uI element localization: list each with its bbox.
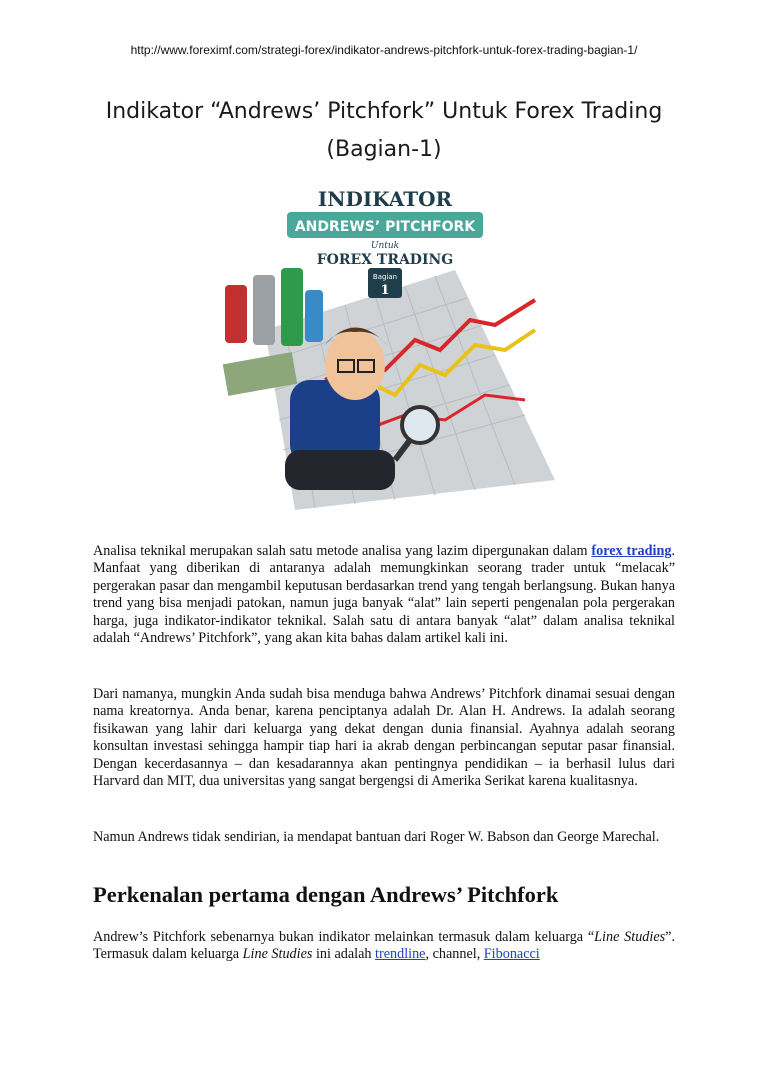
- line-studies-text-1: Andrew’s Pitchfork sebenarnya bukan indikator melainkan termasuk dalam keluarga “: [93, 929, 595, 945]
- paragraph-andrews-bio: Dari namanya, mungkin Anda sudah bisa menduga bahwa Andrews’ Pitchfork dinamai sesuai dengan nama kreatornya. Anda benar, karena penciptanya adalah Dr. Alan H. Andrews. Ia adalah seorang fisikawan yang lahir dari keluarga yang dekat dengan dunia finansial. Ayahnya adalah seorang konsultan investasi sehingga hampir tiap hari ia akrab dengan perbincangan seputar pasar finansial. Dengan kecerdasannya – dan kesadarannya akan pentingnya pendidikan – ia berhasil lulus dari Harvard dan MIT, dua universitas yang sangat bergengsi di Amerika Serikat karena kualitasnya.: [93, 686, 675, 790]
- title-line-1: Indikator “Andrews’ Pitchfork” Untuk Forex Trading: [105, 99, 663, 124]
- fibonacci-link[interactable]: Fibonacci: [483, 946, 540, 963]
- trendline-link[interactable]: trendline: [375, 946, 426, 963]
- article-title: [0, 93, 768, 169]
- forex-trading-link[interactable]: forex trading: [591, 543, 672, 559]
- banner-text-2: ANDREWS’ PITCHFORK: [294, 219, 476, 235]
- line-studies-italic-1: Line Studies: [594, 929, 666, 945]
- line-studies-text-2: ”. Termasuk dalam keluarga: [93, 929, 675, 963]
- hero-illustration-graphic: [205, 180, 565, 515]
- paragraph-line-studies: [93, 929, 675, 964]
- line-studies-text-4: , channel,: [425, 946, 484, 963]
- title-line-2: (Bagian-1): [326, 137, 442, 162]
- hero-illustration: [205, 180, 565, 515]
- source-url: http://www.foreximf.com/strategi-forex/indikator-andrews-pitchfork-untuk-forex-trading-bagian-1/: [130, 43, 638, 57]
- paragraph-intro-text-2: . Manfaat yang diberikan di antaranya adalah memungkinkan seorang trader untuk “melacak” pergerakan pasar dan mengambil keputusan berdasarkan trend yang tengah berlangsung. Bukan hanya trend yang bisa menjadi patokan, namun juga banyak “alat” lain seperti pengenalan pola pergerakan harga, juga indikator-indikator teknikal. Salah satu di antara banyak “alat” dalam analisa teknikal adalah “Andrews’ Pitchfork”, yang akan kita bahas dalam artikel kali ini.: [93, 543, 675, 647]
- line-studies-text-3: ini adalah: [312, 946, 376, 963]
- banner-text-1: INDIKATOR: [317, 187, 453, 211]
- banner-text-4: FOREX TRADING: [316, 252, 454, 268]
- magnifier-icon: [402, 407, 438, 443]
- paragraph-intro-text-1: Analisa teknikal merupakan salah satu metode analisa yang lazim dipergunakan dalam: [93, 543, 592, 559]
- line-studies-italic-2: Line Studies: [242, 946, 313, 963]
- poker-chips: [225, 268, 323, 346]
- section-heading: Perkenalan pertama dengan Andrews’ Pitchfork: [93, 882, 559, 907]
- paragraph-collaborators: Namun Andrews tidak sendirian, ia mendapat bantuan dari Roger W. Babson dan George Marechal.: [93, 829, 660, 845]
- paragraph-intro: [93, 543, 675, 647]
- badge-label: Bagian: [372, 273, 398, 281]
- badge-number: 1: [380, 283, 390, 298]
- banner-text-3: Untuk: [370, 241, 400, 251]
